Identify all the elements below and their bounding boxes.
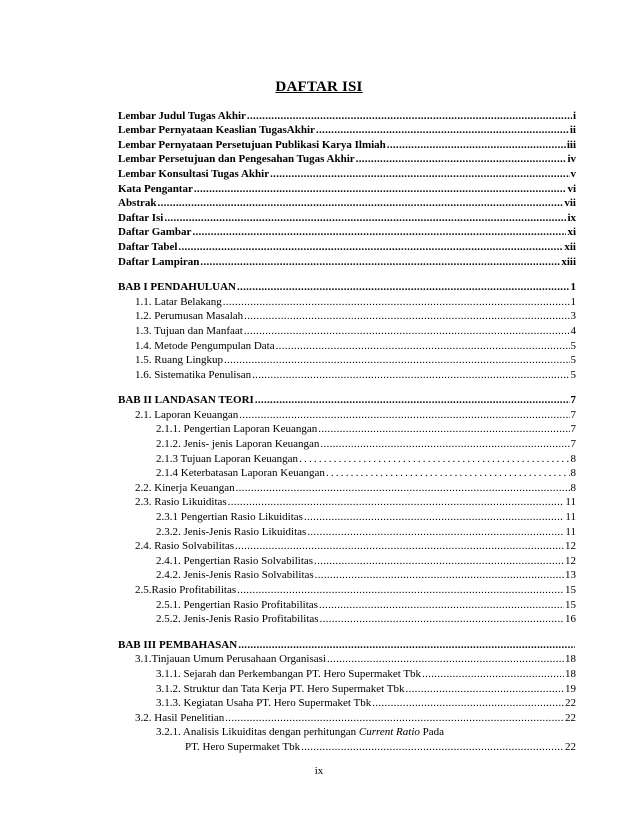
toc-entry-continuation: PT. Hero Supermaket Tbk ..... 22 xyxy=(118,739,576,754)
toc-entry: 2.4.2. Jenis-Jenis Rasio Solvabilitas ..... 13 xyxy=(118,568,576,583)
toc-entry: 2.1. Laporan Keuangan ..... 7 xyxy=(118,407,576,422)
toc-entry: 2.1.1. Pengertian Laporan Keuangan ..... 7 xyxy=(118,422,576,437)
toc-entry: 1.5. Ruang Lingkup ..... 5 xyxy=(118,353,576,368)
toc-entry: 2.1.2. Jenis- jenis Laporan Keuangan ..... 7 xyxy=(118,436,576,451)
toc-entry: Daftar Lampiran ..... xiii xyxy=(118,254,576,269)
toc-entry: Lembar Pernyataan Persetujuan Publikasi Karya Ilmiah ..... iii xyxy=(118,137,576,152)
page-title: DAFTAR ISI xyxy=(275,79,363,95)
italic-term: Current Ratio xyxy=(358,726,420,739)
toc-entry: Daftar Gambar ..... xi xyxy=(118,225,576,240)
toc-entry: 1.4. Metode Pengumpulan Data ..... 5 xyxy=(118,338,576,353)
toc-entry: 2.5.1. Pengertian Rasio Profitabilitas ..... 15 xyxy=(118,597,576,612)
toc-entry: 1.2. Perumusan Masalah ..... 3 xyxy=(118,309,576,324)
page-number: ix xyxy=(314,765,324,777)
toc-entry: 3.1.1. Sejarah dan Perkembangan PT. Hero Supermaket Tbk ..... 18 xyxy=(118,666,576,681)
toc-entry: 3.2.1. Analisis Likuiditas dengan perhitungan Current Ratio Pada xyxy=(156,726,445,739)
toc-entry: 2.2. Kinerja Keuangan ..... 8 xyxy=(118,480,576,495)
toc-chapter-heading: BAB II LANDASAN TEORI ..... 7 xyxy=(118,393,576,408)
toc-entry: 3.1.3. Kegiatan Usaha PT. Hero Supermaket Tbk ..... 22 xyxy=(118,696,576,711)
toc-entry: 2.5.2. Jenis-Jenis Rasio Profitabilitas ..... 16 xyxy=(118,612,576,627)
toc-entry: Abstrak ..... vii xyxy=(118,196,576,211)
toc-entry: 1.3. Tujuan dan Manfaat ..... 4 xyxy=(118,323,576,338)
toc-entry: 3.1.Tinjauan Umum Perusahaan Organisasi ..... 18 xyxy=(118,652,576,667)
toc-entry: Lembar Pernyataan Keaslian TugasAkhir ..... ii xyxy=(118,123,576,138)
toc-entry: 2.5.Rasio Profitabilitas ..... 15 xyxy=(118,582,576,597)
toc-entry: Daftar Isi ..... ix xyxy=(118,210,576,225)
toc-entry: 3.1.2. Struktur dan Tata Kerja PT. Hero Supermaket Tbk ..... 19 xyxy=(118,681,576,696)
table-of-contents xyxy=(118,108,576,754)
toc-entry: 1.6. Sistematika Penulisan ..... 5 xyxy=(118,367,576,382)
toc-entry: 2.3.2. Jenis-Jenis Rasio Likuiditas ..... 11 xyxy=(118,524,576,539)
toc-entry: 2.1.3 Tujuan Laporan Keuangan ..... 8 xyxy=(118,451,576,466)
toc-entry: Lembar Judul Tugas Akhir ..... i xyxy=(118,108,576,123)
toc-entry: Lembar Konsultasi Tugas Akhir ..... v xyxy=(118,166,576,181)
toc-entry: Daftar Tabel ..... xii xyxy=(118,239,576,254)
toc-chapter-heading: BAB III PEMBAHASAN ..... xyxy=(118,637,576,652)
toc-entry: 3.2. Hasil Penelitian ..... 22 xyxy=(118,710,576,725)
toc-entry: 2.4. Rasio Solvabilitas ..... 12 xyxy=(118,539,576,554)
toc-entry: 2.1.4 Keterbatasan Laporan Keuangan ..... 8 xyxy=(118,466,576,481)
toc-entry: 2.3.1 Pengertian Rasio Likuiditas ..... 11 xyxy=(118,509,576,524)
toc-entry: Kata Pengantar ..... vi xyxy=(118,181,576,196)
toc-entry: 2.4.1. Pengertian Rasio Solvabilitas ..... 12 xyxy=(118,553,576,568)
toc-entry: 2.3. Rasio Likuiditas ..... 11 xyxy=(118,495,576,510)
toc-entry: Lembar Persetujuan dan Pengesahan Tugas Akhir ..... iv xyxy=(118,152,576,167)
toc-entry: 1.1. Latar Belakang ..... 1 xyxy=(118,294,576,309)
toc-chapter-heading: BAB I PENDAHULUAN ..... 1 xyxy=(118,280,576,295)
